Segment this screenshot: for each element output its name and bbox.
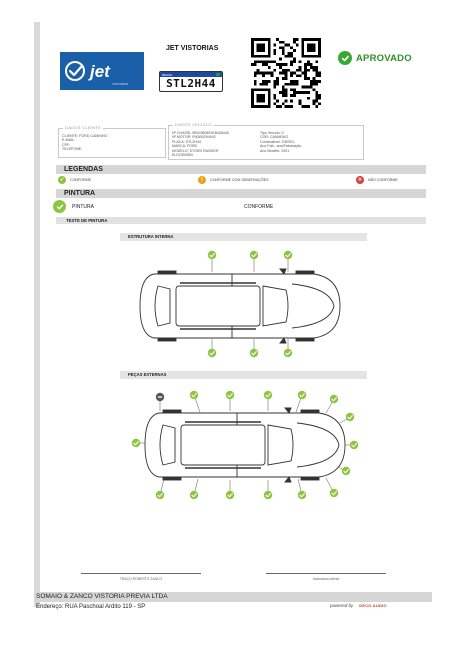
side-margin-bar (34, 22, 40, 607)
footer-company: SOMAIO & ZANCO VISTORIA PREVIA LTDA (34, 592, 432, 602)
client-line: CPF: (62, 142, 71, 147)
exterior-check-icon (340, 413, 354, 423)
vehicle-line: Nº MOTOR: FM3B0294942 (172, 135, 216, 140)
vehicle-line: Combustível: DIESEL (260, 139, 295, 144)
vehicle-line: Ano Modelo: 2001 (260, 148, 290, 153)
exterior-check-icon (190, 391, 200, 412)
client-box-title: DADOS CLIENTE (65, 125, 102, 130)
legend-observacoes-label: CONFORME COM OBSERVAÇÕES (210, 178, 269, 182)
brazil-flag-icon (216, 73, 220, 76)
license-plate (159, 71, 223, 92)
client-line: CLIENTE: FORD CAMINHO (62, 134, 108, 138)
vehicle-line: PLACA: STL2H44 (172, 139, 201, 144)
exterior-minus-icon (156, 393, 164, 411)
qr-code (251, 38, 321, 108)
plate-number: STL2H44 (166, 77, 216, 90)
vehicle-line: Tipo Veículo: 0 (260, 131, 284, 135)
footer-address: Endereço: RUA Paschoal Ardito 119 - SP (36, 604, 146, 610)
pintura-label: PINTURA (72, 204, 94, 210)
exterior-check-icon (345, 441, 358, 449)
client-data-box (58, 125, 166, 158)
car-outline (140, 269, 340, 343)
x-icon: ✕ (357, 177, 363, 183)
plate-country: BRASIL (162, 72, 173, 77)
vehicle-line: COR: CAMARAO (260, 135, 289, 140)
vehicle-col-1 (172, 131, 260, 157)
client-line: TELEFONE: (62, 147, 82, 152)
vehicle-box-title: DADOS VEÍCULO (175, 122, 212, 127)
exterior-check-icon (338, 467, 350, 475)
exterior-check-icon (264, 480, 272, 499)
vehicle-line: ELDGEN554 (172, 153, 193, 158)
vehicle-line: MARCA: FORD (172, 144, 198, 149)
legend-row (56, 176, 426, 186)
check-icon: ✓ (59, 177, 65, 183)
pintura-row (56, 201, 426, 213)
vehicle-line: Ano Fab.: ano/Fabricação (260, 144, 302, 149)
exterior-check-icon (326, 395, 338, 413)
signature-inspector: TRAÇO ROBERTO ZANCO (81, 573, 201, 581)
powered-by-label: powered by (330, 603, 354, 608)
legend-conforme-label: CONFORME (70, 178, 91, 182)
powered-brand-logo: DECO AUDIO (359, 603, 387, 608)
pintura-value: CONFORME (244, 204, 274, 210)
exterior-check-icon (264, 391, 272, 411)
status-text: APROVADO (356, 52, 412, 64)
estrutura-diagram (120, 245, 367, 363)
legend-nao-conforme-label: NÃO CONFORME (368, 178, 398, 182)
warning-icon: ! (198, 176, 206, 184)
check-icon (53, 200, 66, 213)
pecas-header: PEÇAS EXTERNAS (120, 371, 367, 379)
vehicle-col-2 (260, 131, 348, 157)
jet-logo (60, 52, 144, 90)
legend-nao-conforme (356, 176, 398, 184)
approved-check-icon (338, 51, 352, 65)
vehicle-line: MODELO: STORD RANGER (172, 148, 219, 153)
legends-header: LEGENDAS (56, 165, 426, 174)
exterior-check-icon (156, 479, 164, 499)
exterior-check-icon (296, 391, 306, 412)
exterior-check-icon (226, 391, 234, 411)
legend-conforme (58, 176, 91, 184)
estrutura-header: ESTRUTURA INTERNA (120, 233, 367, 241)
exterior-check-icon (298, 479, 306, 499)
exterior-check-icon (190, 479, 198, 499)
pintura-header: PINTURA (56, 189, 426, 198)
structure-check-icon (250, 339, 258, 357)
exterior-check-icon (132, 439, 145, 447)
paint-test-header: TESTE DE PINTURA (56, 217, 426, 224)
exterior-check-icon (226, 480, 234, 499)
car-outline (145, 408, 345, 482)
structure-check-icon (208, 339, 216, 357)
vehicle-line: Nº CHASSI: 9BGKB0891KB438440 (172, 131, 230, 135)
exterior-check-icon (326, 478, 338, 497)
powered-by (330, 603, 387, 608)
svg-text:jet: jet (90, 62, 110, 81)
company-name: JET VISTORIAS (166, 45, 219, 52)
pecas-diagram (120, 385, 367, 505)
signature-client: Assinatura cliente (266, 573, 386, 581)
structure-check-icon (250, 251, 258, 272)
approval-status (338, 51, 412, 65)
structure-check-icon (208, 251, 216, 272)
legend-observacoes (198, 176, 269, 184)
vehicle-data-box (168, 122, 364, 160)
client-line: E-MAIL: (62, 138, 75, 143)
svg-text:VISTORIAS: VISTORIAS (112, 82, 128, 86)
